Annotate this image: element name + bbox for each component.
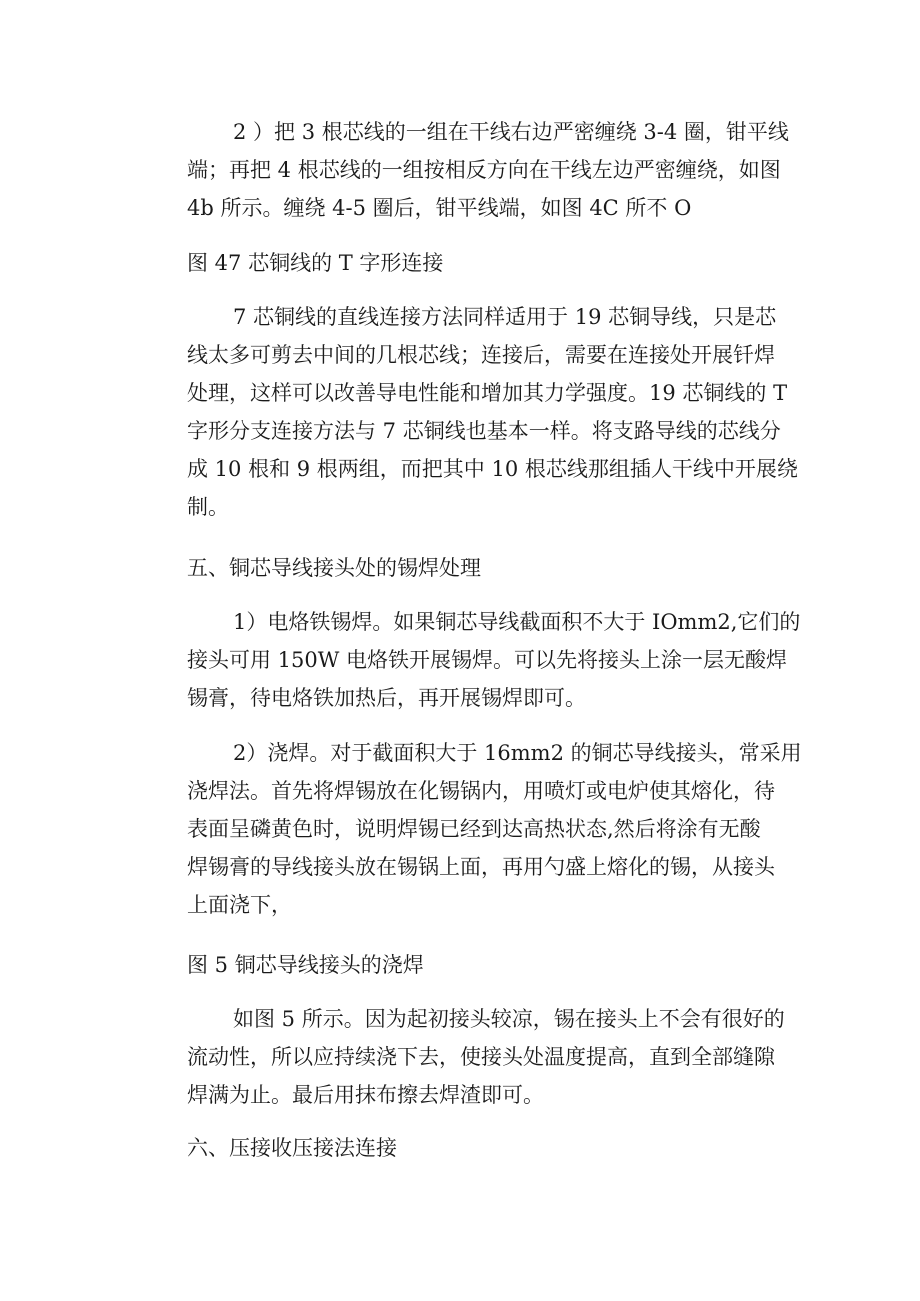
text-line: 锡膏，待电烙铁加热后，再开展锡焊即可。 — [187, 686, 586, 710]
text-line: 接头可用 150W 电烙铁开展锡焊。可以先将接头上涂一层无酸焊 — [187, 648, 788, 672]
text-line: 字形分支连接方法与 7 芯铜线也基本一样。将支路导线的芯线分 — [187, 419, 781, 443]
section-heading-5: 五、铜芯导线接头处的锡焊处理 — [187, 556, 481, 580]
text-line: 制。 — [187, 495, 229, 519]
text-line: 2）浇焊。对于截面积大于 16mm2 的铜芯导线接头，常采用 — [233, 741, 802, 765]
paragraph-winding-steps — [141, 113, 789, 227]
text-line: 上面浇下， — [187, 893, 292, 917]
text-line: 表面呈磷黄色时，说明焊锡已经到达高热状态,然后将涂有无酸 — [187, 817, 761, 841]
paragraph-pour-soldering — [141, 734, 802, 924]
text-line: 流动性，所以应持续浇下去，使接头处温度提高，直到全部缝隙 — [187, 1045, 775, 1069]
figure-caption-4: 图 47 芯铜线的 T 字形连接 — [187, 251, 444, 275]
text-line: 如图 5 所示。因为起初接头较凉，锡在接头上不会有很好的 — [233, 1007, 785, 1031]
figure-caption-5: 图 5 铜芯导线接头的浇焊 — [187, 953, 424, 977]
text-line: 1）电烙铁锡焊。如果铜芯导线截面积不大于 IOmm2,它们的 — [233, 610, 801, 634]
text-line: 处理，这样可以改善导电性能和增加其力学强度。19 芯铜线的 T — [187, 381, 788, 405]
text-line: 焊满为止。最后用抹布擦去焊渣即可。 — [187, 1083, 544, 1107]
text-line: 端；再把 4 根芯线的一组按相反方向在干线左边严密缠绕，如图 — [187, 158, 781, 182]
text-line: 4b 所示。缠绕 4-5 圈后，钳平线端，如图 4C 所不 O — [187, 196, 692, 220]
text-line: 成 10 根和 9 根两组，而把其中 10 根芯线那组插人干线中开展绕 — [187, 457, 798, 481]
paragraph-19-core-connection — [141, 298, 798, 526]
section-heading-6: 六、压接收压接法连接 — [187, 1136, 397, 1160]
text-line: 2 ）把 3 根芯线的一组在干线右边严密缠绕 3-4 圈，钳平线 — [233, 120, 789, 144]
text-line: 焊锡膏的导线接头放在锡锅上面，再用勺盛上熔化的锡，从接头 — [187, 855, 775, 879]
text-line: 线太多可剪去中间的几根芯线；连接后，需要在连接处开展钎焊 — [187, 343, 775, 367]
text-line: 浇焊法。首先将焊锡放在化锡锅内，用喷灯或电炉使其熔化，待 — [187, 779, 775, 803]
paragraph-pour-continue — [141, 1000, 785, 1114]
text-line: 7 芯铜线的直线连接方法同样适用于 19 芯铜导线，只是芯 — [233, 305, 777, 329]
paragraph-iron-soldering — [141, 603, 801, 717]
